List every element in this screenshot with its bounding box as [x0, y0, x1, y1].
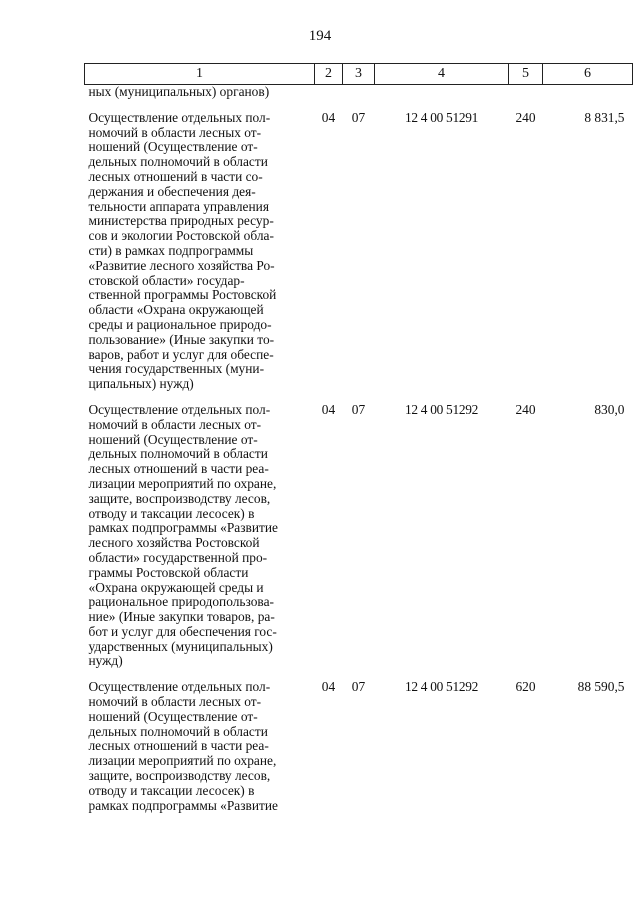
description-line: области «Охрана окружающей: [88, 302, 264, 318]
subsection-code: 07: [351, 109, 366, 125]
description-line: ципальных) нужд): [88, 376, 194, 392]
column-header-4: 4: [375, 64, 509, 85]
target-article-code: 12 4 00 51292: [404, 401, 479, 417]
description-line: нужд): [88, 653, 123, 669]
description-line: ударственных (муниципальных): [88, 638, 273, 654]
section-code: 04: [321, 401, 336, 417]
description-line: отводу и таксации лесосек) в: [88, 505, 255, 521]
section-code: 04: [321, 679, 336, 695]
row-description: [85, 392, 315, 669]
description-line: ние» (Иные закупки товаров, ра-: [88, 609, 275, 625]
description-line: сти) в рамках подпрограммы: [88, 242, 254, 258]
expense-type-code: 620: [515, 679, 536, 695]
column-header-6: 6: [543, 64, 633, 85]
table-header: [85, 64, 633, 85]
description-line: дельных полномочий в области: [88, 723, 268, 739]
description-line: лизации мероприятий по охране,: [88, 753, 277, 769]
description-line: рамках подпрограммы «Развитие: [88, 520, 278, 536]
description-line: номочий в области лесных от-: [88, 124, 262, 140]
description-line: рамках подпрограммы «Развитие: [88, 797, 278, 813]
description-line: лизации мероприятий по охране,: [88, 475, 277, 491]
target-article-code: 12 4 00 51292: [404, 679, 479, 695]
description-line: ношений (Осуществление от-: [88, 139, 258, 155]
column-header-2: 2: [315, 64, 343, 85]
description-line: варов, работ и услуг для обеспе-: [88, 346, 274, 362]
table-row: [85, 392, 633, 669]
description-line: дельных полномочий в области: [88, 154, 268, 170]
description-line: области» государственной про-: [88, 549, 268, 565]
description-line: бот и услуг для обеспечения гос-: [88, 623, 277, 639]
continuation-text: ных (муниципальных) органов): [88, 84, 270, 99]
description-line: сов и экологии Ростовской обла-: [88, 228, 274, 244]
description-line: министерства природных ресур-: [88, 213, 274, 229]
row-description: [85, 100, 315, 392]
description-line: граммы Ростовской области: [88, 564, 249, 580]
description-line: ственной программы Ростовской: [88, 287, 277, 303]
description-line: пользование» (Иные закупки то-: [88, 331, 275, 347]
table-row: [85, 669, 633, 813]
description-line: «Охрана окружающей среды и: [88, 579, 264, 595]
description-line: среды и рациональное природо-: [88, 316, 272, 332]
description-line: защите, воспроизводству лесов,: [88, 490, 271, 506]
table-row: [85, 100, 633, 392]
description-line: лесного хозяйства Ростовской: [88, 535, 260, 551]
target-article-code: 12 4 00 51291: [404, 109, 479, 125]
description-line: стовской области» государ-: [88, 272, 245, 288]
page-number: 194: [308, 28, 332, 44]
description-line: отводу и таксации лесосек) в: [88, 782, 255, 798]
description-line: лесных отношений в части реа-: [88, 738, 269, 754]
amount-value: 8 831,5: [584, 109, 625, 125]
section-code: 04: [321, 109, 336, 125]
description-line: «Развитие лесного хозяйства Ро-: [88, 257, 275, 273]
continuation-row: [85, 85, 633, 100]
amount-value: 88 590,5: [577, 679, 625, 695]
column-header-3: 3: [343, 64, 375, 85]
row-description: [85, 669, 315, 813]
expense-type-code: 240: [515, 401, 536, 417]
description-line: лесных отношений в части со-: [88, 168, 263, 184]
description-line: защите, воспроизводству лесов,: [88, 768, 271, 784]
description-line: тельности аппарата управления: [88, 198, 269, 214]
description-line: Осуществление отдельных пол-: [88, 679, 271, 695]
table-body: [85, 85, 633, 814]
header-row: [85, 64, 633, 85]
description-line: чения государственных (муни-: [88, 361, 265, 377]
description-line: держания и обеспечения дея-: [88, 183, 256, 199]
subsection-code: 07: [351, 679, 366, 695]
column-header-5: 5: [509, 64, 543, 85]
description-line: ношений (Осуществление от-: [88, 708, 258, 724]
amount-value: 830,0: [594, 401, 625, 417]
description-line: ношений (Осуществление от-: [88, 431, 258, 447]
subsection-code: 07: [351, 401, 366, 417]
description-line: лесных отношений в части реа-: [88, 461, 269, 477]
description-line: номочий в области лесных от-: [88, 694, 262, 710]
description-line: Осуществление отдельных пол-: [88, 109, 271, 125]
description-line: Осуществление отдельных пол-: [88, 401, 271, 417]
description-line: номочий в области лесных от-: [88, 416, 262, 432]
budget-table: [84, 63, 633, 813]
description-line: рациональное природопользова-: [88, 594, 274, 610]
description-line: дельных полномочий в области: [88, 446, 268, 462]
expense-type-code: 240: [515, 109, 536, 125]
column-header-1: 1: [85, 64, 315, 85]
